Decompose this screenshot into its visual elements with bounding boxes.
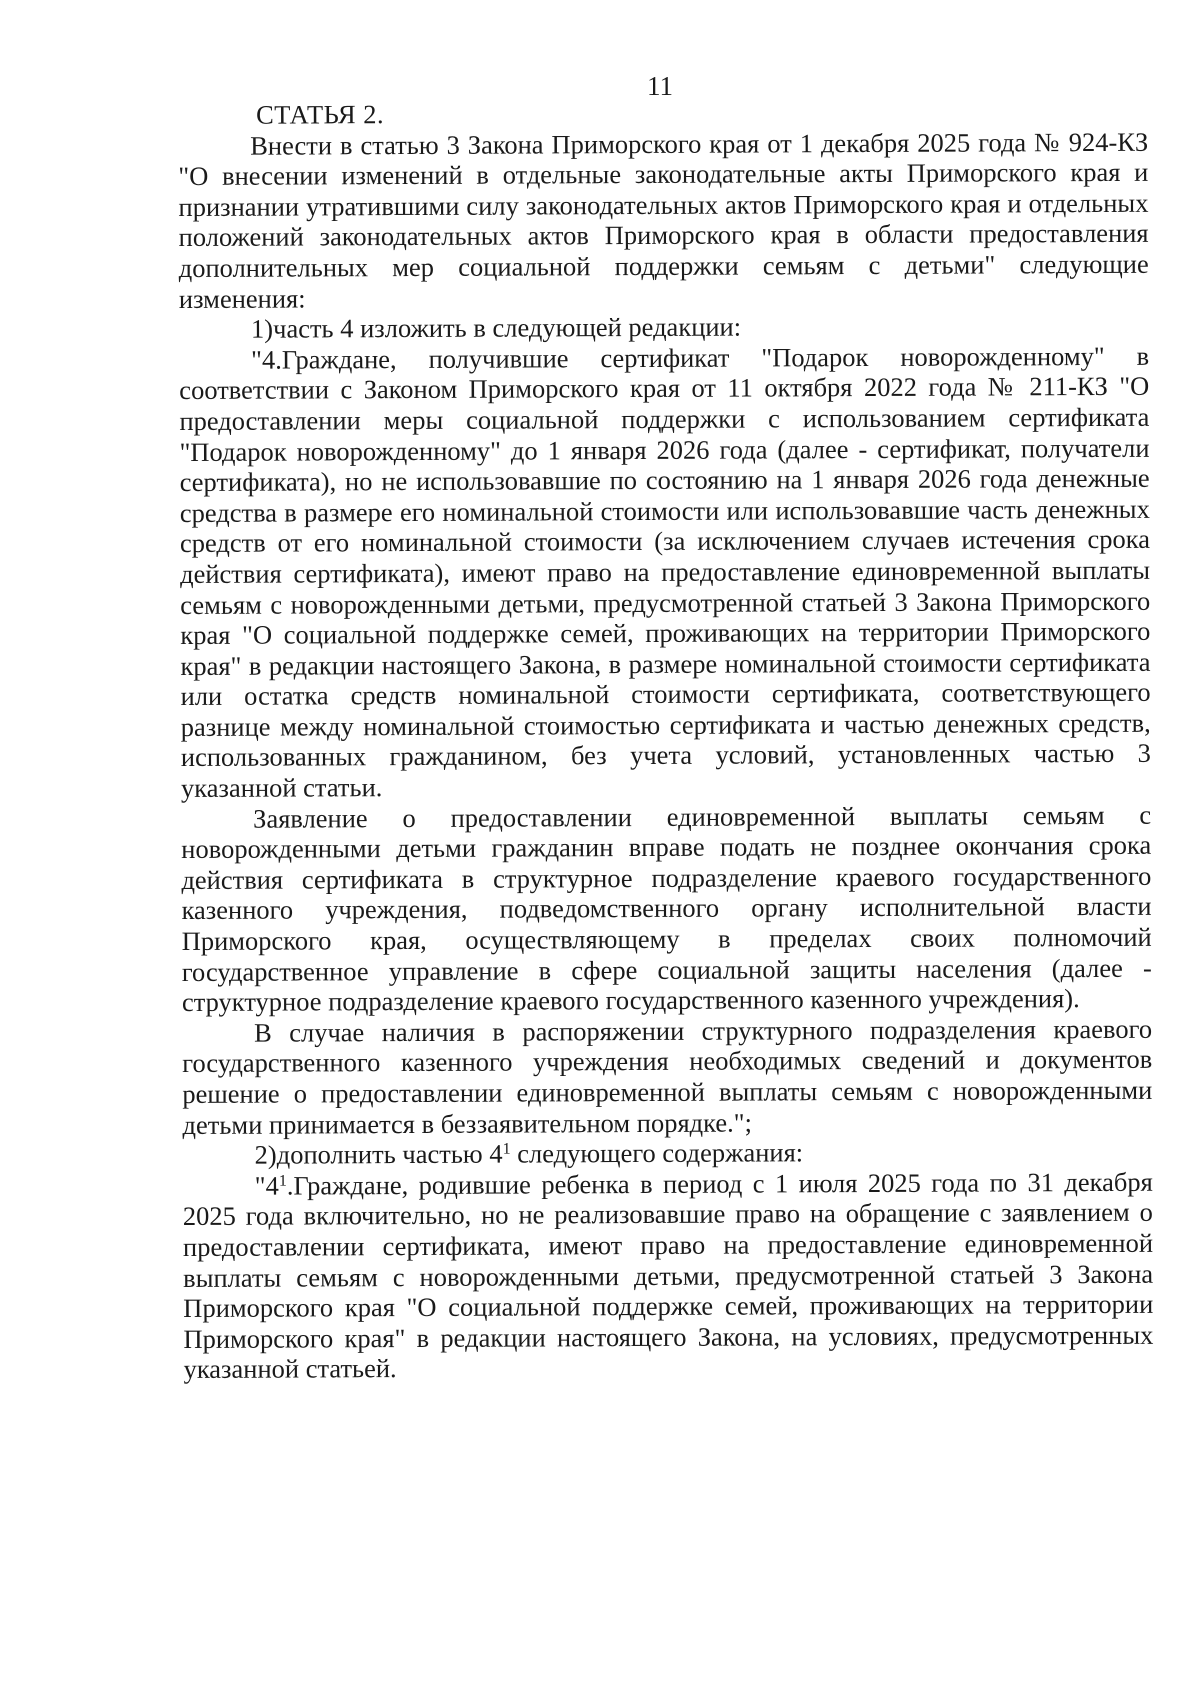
item-2-quote-superscript: 1 xyxy=(278,1172,287,1190)
item-2-paragraph xyxy=(183,1167,1154,1385)
item-2-heading xyxy=(183,1136,1153,1171)
document-body xyxy=(178,96,1154,1385)
article-intro-paragraph: Внести в статью 3 Закона Приморского края от 1 декабря 2025 года № 924-КЗ "О внесении изменений в отдельные законодательные акты Приморского края и признании утратившими силу законодательных актов Приморского края и отдельных положений законодательных актов Приморского края в области предоставления дополнительных мер социальной поддержки семьям с детьми" следующие изменения: xyxy=(178,126,1149,314)
item-2-quote-text: .Граждане, родившие ребенка в период с 1 июля 2025 года по 31 декабря 2025 года включительно, но не реализовавшие право на обращение с заявлением о предоставлении сертификата, имеют право на предоставление единовременной выплаты семьям с новорожденными детьми, предусмотренной статьей 3 Закона Приморского края "О социальной поддержке семей, проживающих на территории Приморского края" в редакции настоящего Закона, на условиях, предусмотренных указанной статьей. xyxy=(182,1166,1154,1385)
article-title: СТАТЬЯ 2. xyxy=(255,99,385,130)
item-1-heading: 1)часть 4 изложить в следующей редакции: xyxy=(250,311,742,344)
item-2-quote-number: "4 xyxy=(254,1170,279,1201)
item-2-heading-superscript: 1 xyxy=(502,1140,511,1158)
item-1-paragraph-2: Заявление о предоставлении единовременной выплаты семьям с новорожденными детьми гражданин вправе подать не позднее окончания срока действия сертификата в структурное подразделение краевого государственного казенного учреждения, подведомственного органу исполнительной власти Приморского края, осуществляющему в пределах своих полномочий государственное управление в сфере социальной защиты населения (далее - структурное подразделение краевого государственного казенного учреждения). xyxy=(181,799,1152,1018)
item-2-heading-text: 2)дополнить частью 4 xyxy=(254,1138,503,1170)
page-number: 11 xyxy=(647,71,673,101)
item-1-paragraph-3: В случае наличия в распоряжении структурного подразделения краевого государственного казенного учреждения необходимых сведений и документов решение о предоставлении единовременной выплаты семьям с новорожденными детьми принимается в беззаявительном порядке."; xyxy=(182,1013,1153,1140)
item-1-paragraph-1: "4.Граждане, получившие сертификат "Подарок новорожденному" в соответствии с Законом Приморского края от 11 октября 2022 года № 211-КЗ "О предоставлении меры социальной поддержки с использованием сертификата "Подарок новорожденному" до 1 января 2026 года (далее - сертификат, получатели сертификата), но не использовавшие по состоянию на 1 января 2026 года денежные средства в размере его номинальной стоимости или использовавшие часть денежных средств от его номинальной стоимости (за исключением случаев истечения срока действия сертификата), имеют право на предоставление единовременной выплаты семьям с новорожденными детьми, предусмотренной статьей 3 Закона Приморского края "О социальной поддержке семей, проживающих на территории Приморского края" в редакции настоящего Закона, в размере номинальной стоимости сертификата или остатка средств номинальной стоимости сертификата, соответствующего разнице между номинальной стоимостью сертификата и частью денежных средств, использованных гражданином, без учета условий, установленных частью 3 указанной статьи. xyxy=(179,340,1151,804)
item-2-heading-tail: следующего содержания: xyxy=(510,1137,804,1169)
